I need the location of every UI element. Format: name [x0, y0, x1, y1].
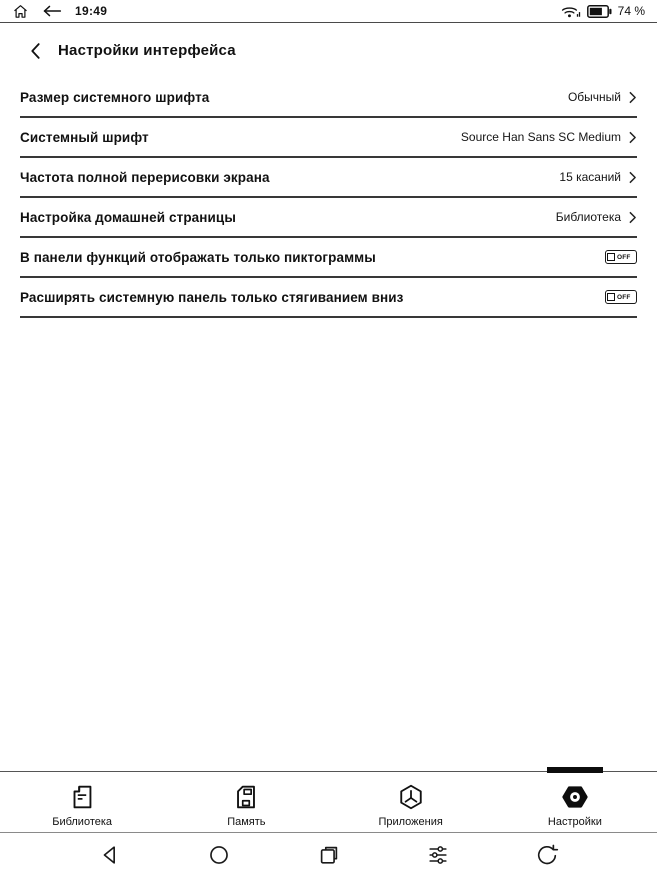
storage-icon — [231, 781, 261, 813]
setting-row-system-font[interactable] — [20, 118, 637, 158]
setting-row-pull-down-panel[interactable] — [20, 278, 637, 318]
chevron-right-icon — [628, 131, 637, 144]
setting-row-icons-only[interactable] — [20, 238, 637, 278]
chevron-right-icon — [628, 91, 637, 104]
tab-label: Библиотека — [52, 815, 113, 828]
chevron-right-icon — [628, 171, 637, 184]
page-title: Настройки интерфейса — [58, 42, 236, 59]
setting-value: Source Han Sans SC Medium — [460, 130, 621, 144]
page-header — [0, 23, 657, 78]
toggle-state-label: OFF — [617, 253, 631, 261]
setting-label: Размер системного шрифта — [20, 89, 210, 105]
toggle-switch-off[interactable] — [605, 250, 637, 264]
setting-label: В панели функций отображать только пиктограммы — [20, 249, 376, 265]
chevron-left-icon[interactable] — [30, 42, 41, 60]
toggle-knob — [607, 253, 615, 261]
system-nav-bar — [0, 832, 657, 877]
tab-label: Приложения — [378, 815, 443, 828]
bottom-tab-bar — [0, 771, 657, 832]
tab-library[interactable] — [0, 772, 164, 832]
refresh-icon[interactable] — [532, 840, 562, 870]
status-clock: 19:49 — [75, 4, 108, 18]
settings-icon — [560, 781, 590, 813]
battery-percent: 74 % — [617, 4, 645, 18]
toggle-switch-off[interactable] — [605, 290, 637, 304]
wifi-icon — [561, 4, 581, 19]
setting-row-font-size[interactable] — [20, 78, 637, 118]
tab-storage[interactable] — [164, 772, 328, 832]
tab-settings[interactable] — [493, 772, 657, 832]
setting-value: Библиотека — [555, 210, 621, 224]
toggle-state-label: OFF — [617, 293, 631, 301]
sliders-icon[interactable] — [423, 840, 453, 870]
setting-label: Системный шрифт — [20, 129, 149, 145]
setting-label: Частота полной перерисовки экрана — [20, 169, 270, 185]
setting-label: Настройка домашней страницы — [20, 209, 236, 225]
chevron-right-icon — [628, 211, 637, 224]
recents-icon[interactable] — [314, 840, 344, 870]
setting-value: Обычный — [567, 90, 621, 104]
library-icon — [67, 781, 97, 813]
status-bar — [0, 0, 657, 23]
active-tab-indicator — [547, 767, 603, 773]
settings-list — [20, 78, 637, 318]
tab-apps[interactable] — [329, 772, 493, 832]
setting-value: 15 касаний — [559, 170, 621, 184]
tab-label: Настройки — [547, 815, 602, 828]
battery-fill — [589, 7, 601, 14]
back-icon[interactable] — [95, 840, 125, 870]
toggle-knob — [607, 293, 615, 301]
home-circle-icon[interactable] — [204, 840, 234, 870]
setting-row-refresh-rate[interactable] — [20, 158, 637, 198]
tab-label: Память — [227, 815, 266, 828]
home-icon[interactable] — [12, 3, 29, 20]
setting-row-home-page[interactable] — [20, 198, 637, 238]
apps-icon — [396, 781, 426, 813]
setting-label: Расширять системную панель только стягиванием вниз — [20, 289, 404, 305]
back-arrow-icon[interactable] — [42, 4, 62, 18]
battery-icon — [587, 5, 612, 18]
